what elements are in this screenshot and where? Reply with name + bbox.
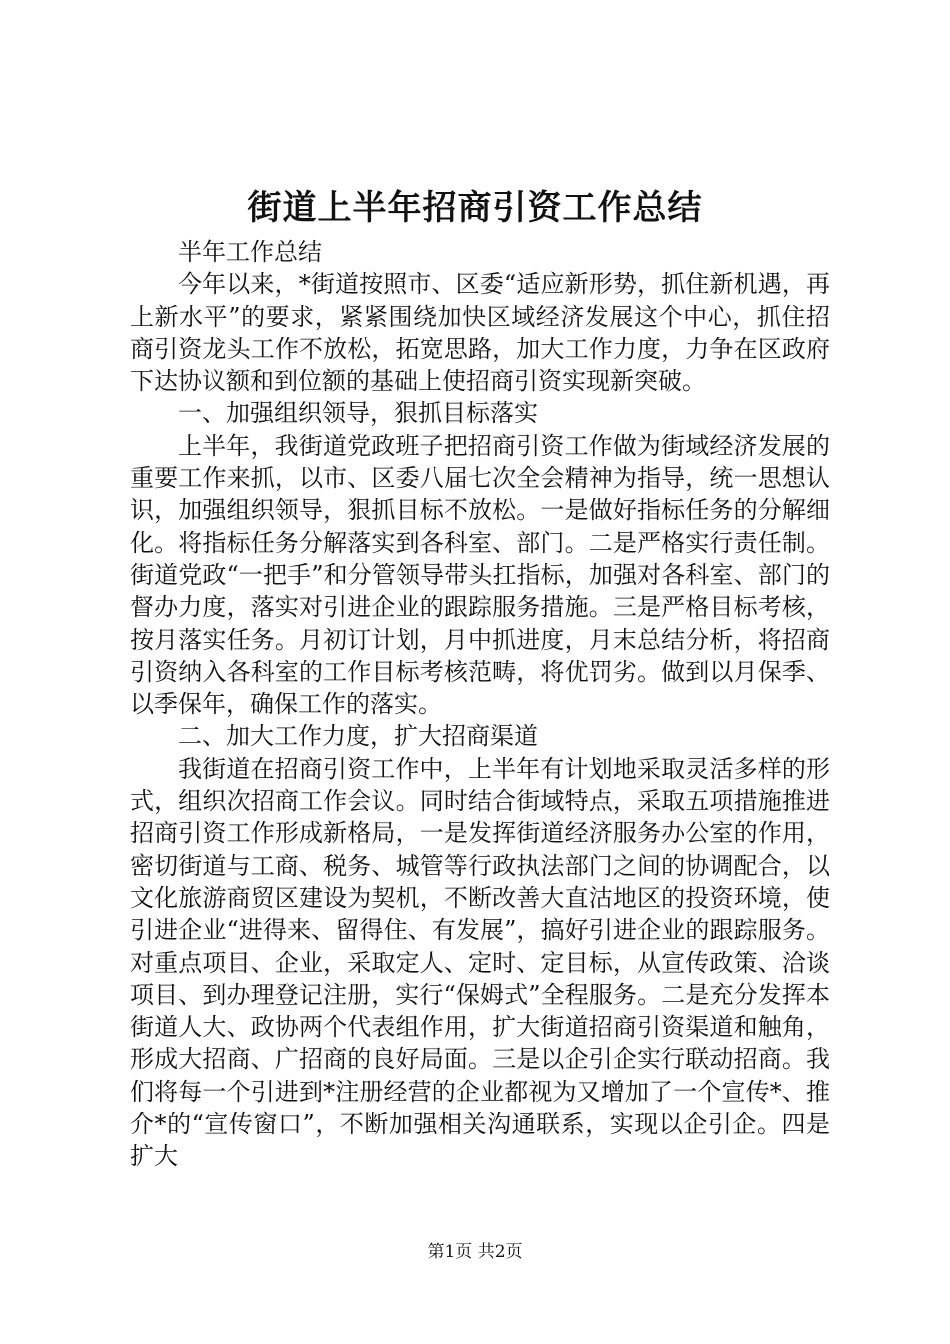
intro-heading-paragraph: 半年工作总结	[178, 238, 322, 266]
section-two-paragraph: 我街道在招商引资工作中，上半年有计划地采取灵活多样的形式，组织次招商工作会议。同时结合街域特点，采取五项措施推进招商引资工作形成新格局，一是发挥街道经济服务办公室的作用，密切街道与工商、税务、城管等行政执法部门之间的协调配合，以文化旅游商贸区建设为契机，不断改善大直沽地区的投资环境，使引进企业“进得来、留得住、有发展”，搞好引进企业的跟踪服务。对重点项目、企业，采取定人、定时、定目标，从宣传政策、洽谈项目、到办理登记注册，实行“保姆式”全程服务。二是充分发挥本街道人大、政协两个代表组作用，扩大街道招商引资渠道和触角，形成大招商、广招商的良好局面。三是以企引企实行联动招商。我们将每一个引进到*注册经营的企业都视为又增加了一个宣传*、推介*的“宣传窗口”，不断加强相关沟通联系，实现以企引企。四是扩大	[130, 754, 830, 1171]
document-title: 街道上半年招商引资工作总结	[247, 188, 703, 228]
section-two-heading: 二、加大工作力度，扩大招商渠道	[178, 722, 538, 751]
intro-paragraph: 今年以来，*街道按照市、区委“适应新形势，抓住新机遇，再上新水平”的要求，紧紧围绕加快区域经济发展这个中心，抓住招商引资龙头工作不放松，拓宽思路，加大工作力度，力争在区政府下达协议额和到位额的基础上使招商引资实现新突破。	[130, 270, 830, 396]
section-one-paragraph: 上半年，我街道党政班子把招商引资工作做为街域经济发展的重要工作来抓，以市、区委八届七次全会精神为指导，统一思想认识，加强组织领导，狠抓目标不放松。一是做好指标任务的分解细化。将指标任务分解落实到各科室、部门。二是严格实行责任制。街道党政“一把手”和分管领导带头扛指标，加强对各科室、部门的督办力度，落实对引进企业的跟踪服务措施。三是严格目标考核，按月落实任务。月初订计划，月中抓进度，月末总结分析，将招商引资纳入各科室的工作目标考核范畴，将优罚劣。做到以月保季、以季保年，确保工作的落实。	[130, 431, 830, 719]
page-footer: 第1页 共2页	[427, 1242, 523, 1262]
document-body	[130, 236, 830, 1173]
section-one-heading: 一、加强组织领导，狠抓目标落实	[178, 399, 538, 428]
